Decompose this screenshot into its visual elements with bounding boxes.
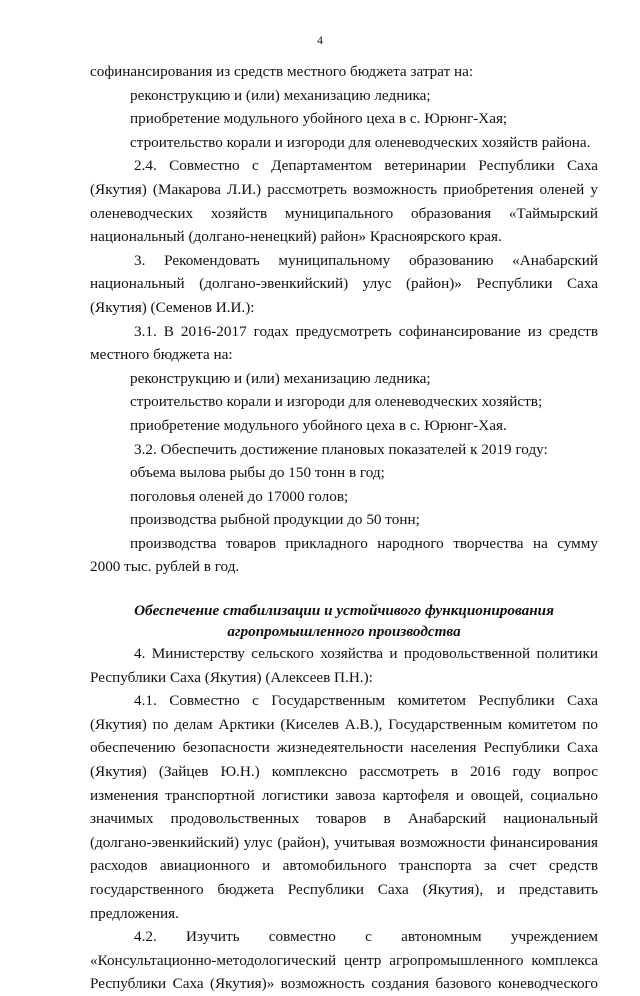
text-line: софинансирования из средств местного бюджета затрат на: [90, 63, 474, 80]
text-line: реконструкцию и (или) механизацию ледника; [130, 369, 431, 387]
text-line: значимых продовольственных товаров в Анабарский национальный [90, 810, 598, 828]
document-body [90, 60, 598, 996]
text-line: 2.4. Совместно с Департаментом ветеринарии Республики Саха [134, 157, 598, 175]
text-line: обеспечению безопасности жизнедеятельности населения Республики Саха [90, 739, 598, 757]
text-line: (Якутия) (Зайцев Ю.Н.) комплексно рассмотреть в 2016 году вопрос [90, 763, 598, 781]
text-line: 2000 тыс. рублей в год. [90, 558, 240, 576]
section-agro [90, 642, 598, 996]
text-line: 3.2. Обеспечить достижение плановых показателей к 2019 году: [134, 440, 548, 458]
text-line: (Якутия) по делам Арктики (Киселев А.В.), Государственным комитетом по [90, 715, 598, 733]
text-line: Республики Саха (Якутия) (Алексеев П.Н.): [90, 668, 373, 686]
text-line: приобретение модульного убойного цеха в с. Юрюнг-Хая; [130, 110, 508, 128]
text-line: поголовья оленей до 17000 голов; [130, 487, 349, 505]
text-line: оленеводческих хозяйств муниципального образования «Таймырский [90, 204, 598, 222]
section-heading-line-1: Обеспечение стабилизации и устойчивого функционирования [134, 602, 554, 620]
text-line: государственного бюджета Республики Саха (Якутия), и представить [90, 881, 598, 898]
text-line: расходов авиационного и автомобильного транспорта за счет средств [90, 857, 598, 875]
text-line: (Якутия) (Макарова Л.И.) рассмотреть возможность приобретения оленей у [90, 180, 598, 198]
text-line: «Консультационно-методологический центр агропромышленного комплекса [90, 951, 598, 969]
text-line: предложения. [90, 904, 179, 922]
text-line: строительство корали и изгороди для оленеводческих хозяйств; [130, 393, 543, 411]
text-line: 4.1. Совместно с Государственным комитетом Республики Саха [134, 692, 598, 710]
text-line: (долгано-эвенкийский) улус (район), учитывая возможности финансирования [90, 833, 598, 851]
text-line: 4.2. Изучить совместно с автономным учреждением [134, 928, 598, 946]
text-line: 3.1. В 2016-2017 годах предусмотреть софинансирование из средств [134, 322, 598, 340]
text-line: местного бюджета на: [90, 346, 233, 364]
text-line: объема вылова рыбы до 150 тонн в год; [130, 464, 385, 482]
section-heading-line-2: агропромышленного производства [227, 623, 461, 641]
text-line: 3. Рекомендовать муниципальному образованию «Анабарский [134, 251, 598, 269]
text-line: строительство корали и изгороди для оленеводческих хозяйств района. [130, 133, 591, 151]
text-line: реконструкцию и (или) механизацию ледника; [130, 86, 431, 104]
text-line: приобретение модульного убойного цеха в с. Юрюнг-Хая. [130, 416, 507, 434]
section-gap [90, 579, 598, 600]
text-line: Республики Саха (Якутия)» возможность создания базового коневодческого [90, 975, 598, 993]
text-line: (Якутия) (Семенов И.И.): [90, 298, 255, 316]
text-line: национальный (долгано-эвенкийский) улус (район)» Республики Саха [90, 275, 598, 293]
section-resolutions [90, 60, 598, 579]
text-line: производства товаров прикладного народного творчества на сумму [130, 534, 598, 552]
text-line: национальный (долгано-ненецкий) район» Красноярского края. [90, 228, 502, 246]
text-line: изменения транспортной логистики завоза картофеля и овощей, социально [90, 786, 598, 804]
text-line: производства рыбной продукции до 50 тонн; [130, 511, 420, 529]
text-line: 4. Министерству сельского хозяйства и продовольственной политики [134, 645, 598, 663]
page-number: 4 [317, 33, 323, 47]
